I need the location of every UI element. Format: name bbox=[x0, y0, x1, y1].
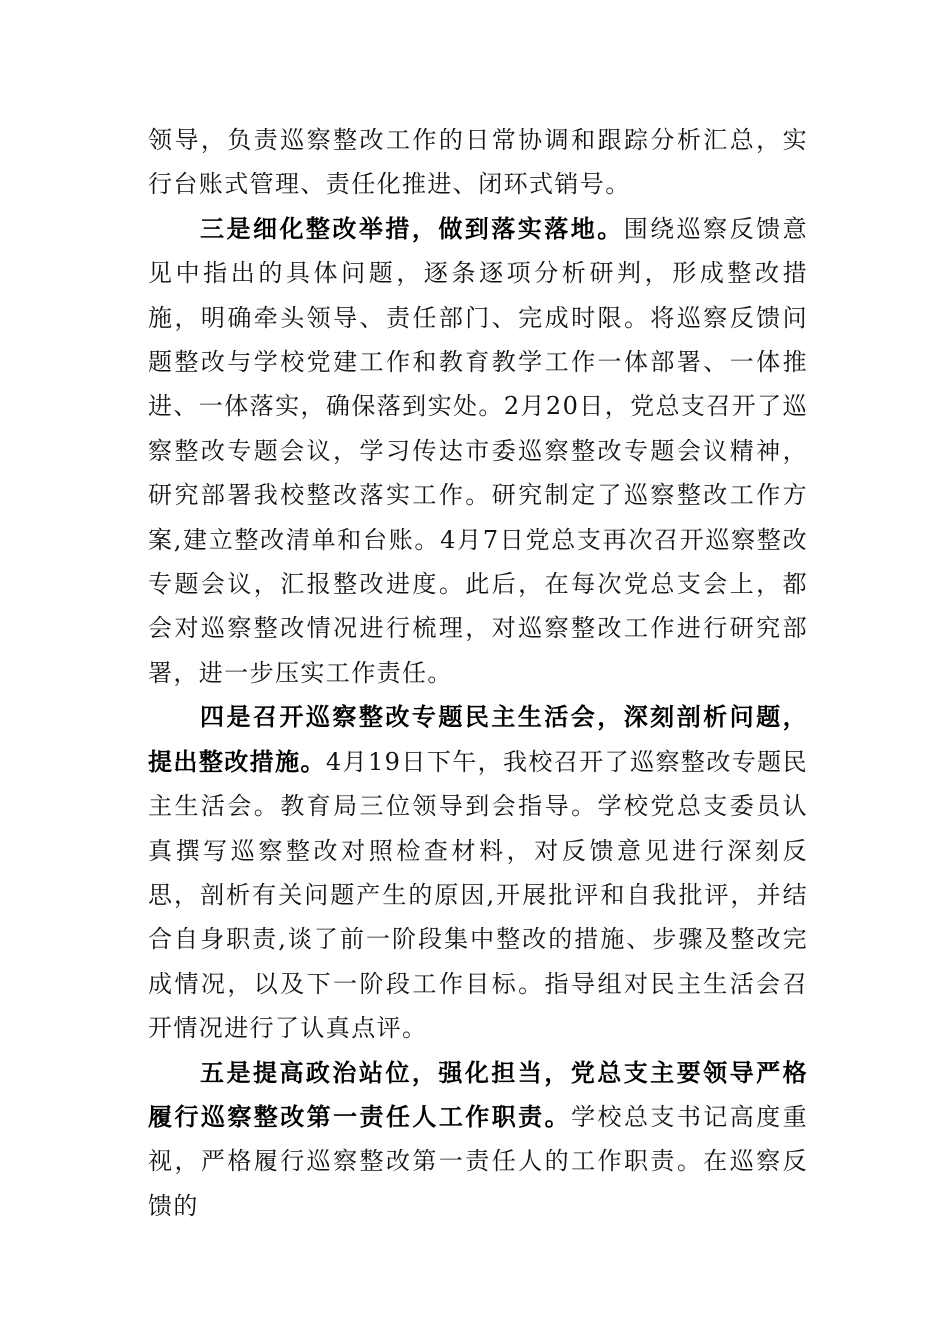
paragraph-item-4 bbox=[148, 695, 808, 1050]
paragraph-item-3 bbox=[148, 207, 808, 695]
paragraph-lead: 四是召开巡察整改专题民主生活会，深刻剖析问题，提出整改措施。 bbox=[148, 702, 808, 776]
paragraph-lead: 三是细化整改举措，做到落实落地。 bbox=[200, 213, 624, 243]
paragraph-body: 领导，负责巡察整改工作的日常协调和跟踪分析汇总，实行台账式管理、责任化推进、闭环式销号。 bbox=[148, 126, 808, 199]
paragraph-item-5 bbox=[148, 1051, 808, 1229]
paragraph-continuation bbox=[148, 118, 808, 207]
paragraph-body: 4月19日下午，我校召开了巡察整改专题民主生活会。教育局三位领导到会指导。学校党总支委员认真撰写巡察整改对照检查材料，对反馈意见进行深刻反思，剖析有关问题产生的原因,开展批评和自我批评，并结合自身职责,谈了前一阶段集中整改的措施、步骤及整改完成情况，以及下一阶段工作目标。指导组对民主生活会召开情况进行了认真点评。 bbox=[148, 747, 808, 1043]
paragraph-body: 围绕巡察反馈意见中指出的具体问题，逐条逐项分析研判，形成整改措施，明确牵头领导、责任部门、完成时限。将巡察反馈问题整改与学校党建工作和教育教学工作一体部署、一体推进、一体落实，确保落到实处。2月20日，党总支召开了巡察整改专题会议，学习传达市委巡察整改专题会议精神，研究部署我校整改落实工作。研究制定了巡察整改工作方案,建立整改清单和台账。4月7日党总支再次召开巡察整改专题会议，汇报整改进度。此后，在每次党总支会上，都会对巡察整改情况进行梳理，对巡察整改工作进行研究部署，进一步压实工作责任。 bbox=[148, 214, 808, 687]
paragraph-lead: 五是提高政治站位，强化担当，党总支主要领导严格履行巡察整改第一责任人工作职责。 bbox=[148, 1057, 808, 1131]
document-page bbox=[148, 118, 808, 1228]
paragraph-body: 学校总支书记高度重视，严格履行巡察整改第一责任人的工作职责。在巡察反馈的 bbox=[148, 1102, 808, 1220]
